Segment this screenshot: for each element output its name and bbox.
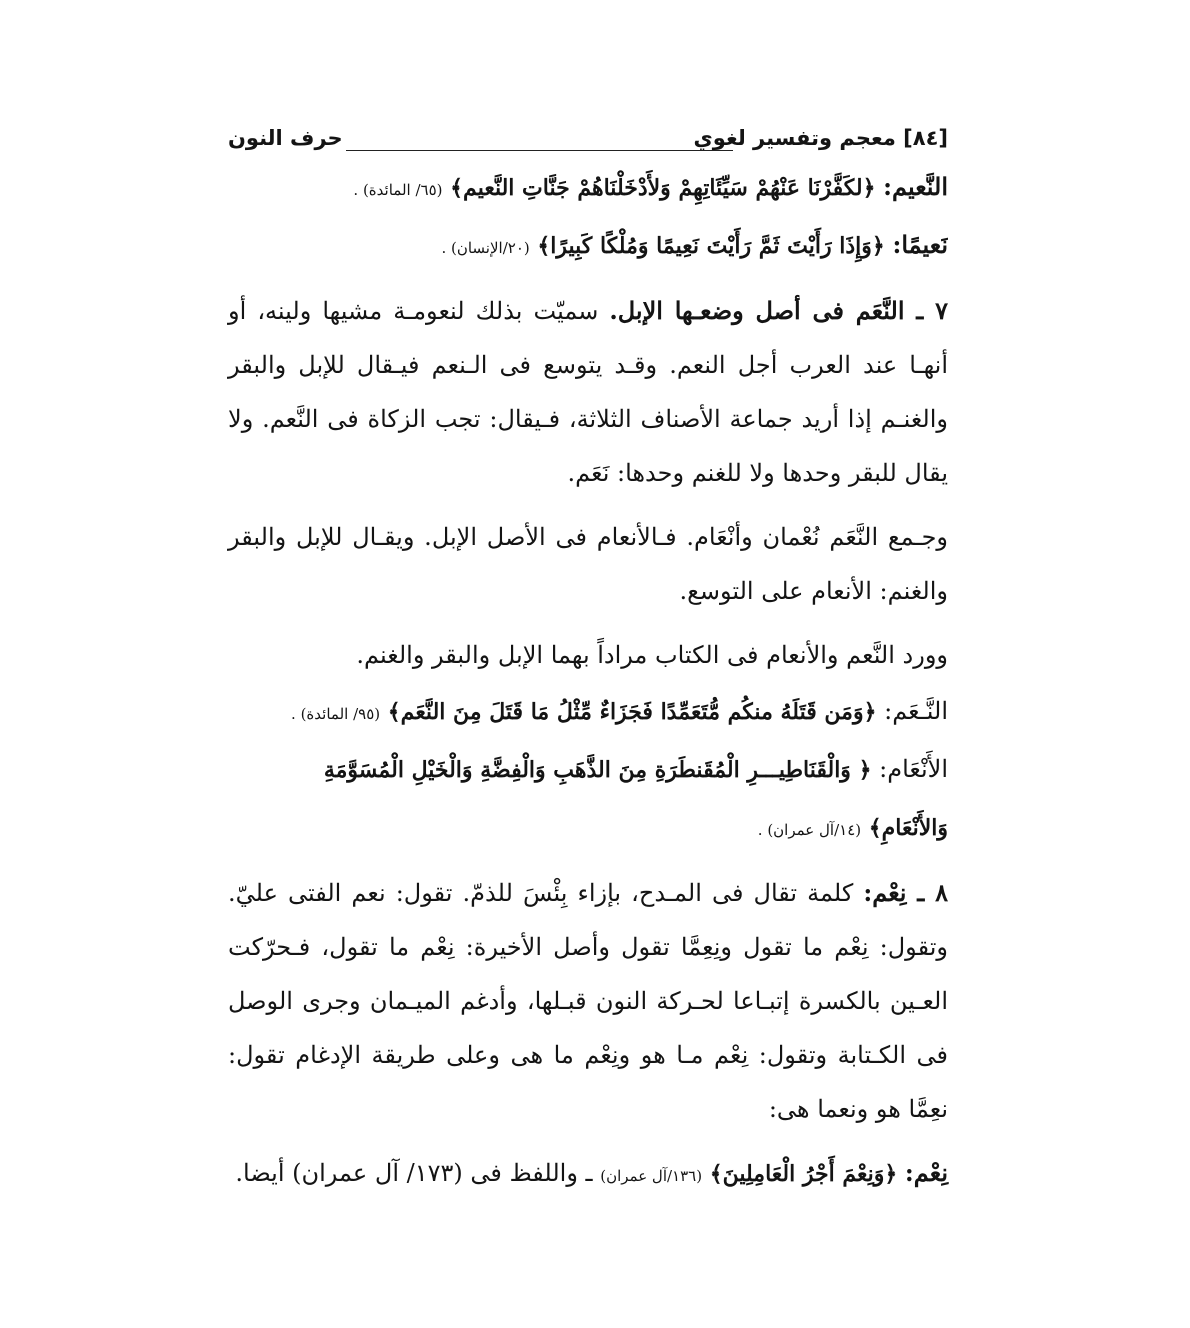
quran-verse: ﴿وَنِعْمَ أَجْرُ الْعَامِلِينَ﴾ (709, 1161, 898, 1187)
quran-verse: ﴿وَإِذَا رَأَيْتَ ثَمَّ رَأَيْتَ نَعِيمًا وَمُلْكًا كَبِيرًا﴾ (537, 233, 885, 259)
verse-reference: (١٣٦/آل عمران) (600, 1167, 703, 1185)
entry-nima (228, 1146, 948, 1203)
section-heading: ٧ ـ النَّعَم فى أصل وضعـها الإبل. (609, 296, 948, 325)
paragraph-plural: وجـمع النَّعَم نُعْمان وأنْعَام. فـالأنعام فى الأصل الإبل. ويقـال للإبل والبقر والغنم: الأنعام على التوسع. (228, 523, 948, 605)
entry-lemma: النَّعيم: (883, 172, 948, 201)
section-body: سميّت بذلك لنعومـة مشيها ولينه، أو أنهـا عند العرب أجل النعم. وقـد يتوسع فى الـنعم فيـقال للإبل والبقر والغنـم إذا أريد جماعة الأصناف الثلاثة، فـيقال: تجب الزكاة فى النَّعم. ولا يقال للبقر وحدها ولا للغنم وحدها: نَعَم. (228, 297, 948, 487)
entry-naeeman (228, 216, 948, 274)
verse-reference: (٩٥/ المائدة) . (291, 705, 381, 723)
quran-verse-continued: وَالأَنْعَامِ﴾ (868, 815, 948, 841)
entry-lemma: الأَنْعَام: (879, 755, 948, 783)
quran-verse: ﴿لكَفَّرْنَا عَنْهُمْ سَيِّئَاتِهِمْ وَلأَدْخَلْنَاهُمْ جَنَّاتِ النَّعيم﴾ (450, 175, 876, 201)
entry-anaam-line2 (228, 798, 948, 856)
verse-reference: (٢٠/الإنسان) . (441, 239, 530, 257)
quran-verse: ﴿ وَالْقَنَاطِيـــرِ الْمُقَنطَرَةِ مِنَ الذَّهَبِ وَالْفِضَّةِ وَالْخَيْلِ الْمُسَوَّمَةِ (323, 757, 872, 783)
section-8 (228, 866, 948, 1136)
entry-anaam-line1 (228, 740, 948, 798)
paragraph-quran-usage: وورد النَّعم والأنعام فى الكتاب مراداً بهما الإبل والبقر والغنم. (356, 641, 948, 669)
document-page (228, 118, 948, 1203)
section-heading: ٨ ـ نِعْم: (863, 878, 948, 907)
verse-reference: (٦٥/ المائدة) . (353, 181, 443, 199)
section-body: كلمة تقال فى المـدح، بإزاء بِئْسَ للذمّ. تقول: نعم الفتى عليّ. وتقول: نِعْم ما تقول ونِعِمَّا تقول وأصل الأخيرة: نِعْم ما تقول، فـحرّكت العـين بالكسرة إتبـاعا لحـركة النون قبـلها، وأدغم الميـمان وجرى الوصل فى الكـتابة وتقول: نِعْم مـا هو ونِعْم ما هى وعلى طريقة الإدغام تقول: نعِمَّا هو ونعما هى: (228, 879, 948, 1123)
page-number-title: [٨٤] معجم وتفسير لغوي (693, 126, 948, 150)
page-header (228, 118, 948, 158)
entry-lemma: النَّـعَم: (884, 697, 948, 725)
entry-naeem (228, 158, 948, 216)
chapter-letter-title: حرف النون (228, 126, 343, 150)
header-rule (346, 150, 733, 151)
verse-reference: (١٤/آل عمران) . (757, 821, 862, 839)
entry-lemma: نَعيمًا: (892, 230, 948, 259)
entry-note: ـ واللفظ فى (١٧٣/ آل عمران) أيضا. (235, 1159, 593, 1187)
entry-naam (228, 682, 948, 740)
quran-verse: ﴿وَمَن قَتَلَهُ منكُم مُّتَعَمِّدًا فَجَزَاءٌ مِّثْلُ مَا قَتَلَ مِنَ النَّعَم﴾ (387, 699, 877, 725)
section-7 (228, 284, 948, 500)
entry-lemma: نِعْم: (904, 1158, 948, 1187)
